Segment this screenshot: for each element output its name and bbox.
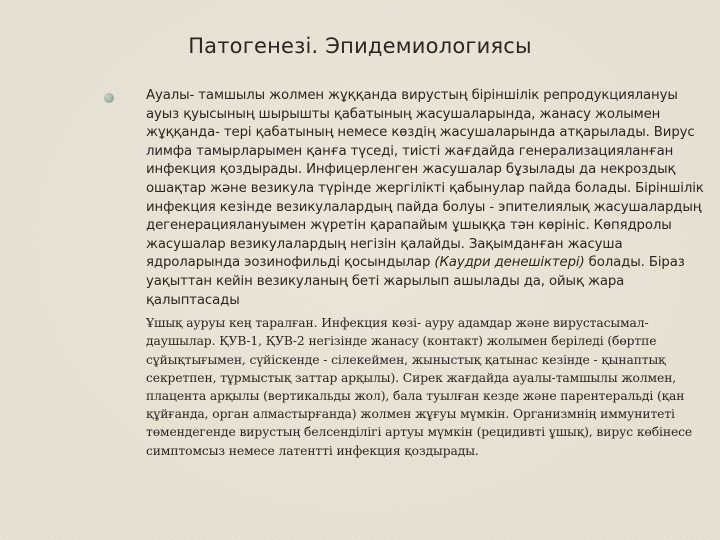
epidemiology-paragraph: Ұшық ауруы кең таралған. Инфекция көзі- ауру адамдар және вирустасымал- даушылар. ҚУВ-1, ҚУВ-2 негізінде жанасу (контакт) жолымен беріледі (бөртпе сұйықтығымен, сүйіскенде - сілекеймен, жыныстық қатынас кезінде - қынаптық секретпен, тұрмыстық заттар арқылы). Сирек жағдайда ауалы-тамшылы жолмен, плацента арқылы (вертикальды жол), бала туылған кезде және парентеральді (қан құйғанда, орган алмастырғанда) жолмен жұғуы мүмкін. Организмнің иммунитеті төмендегенде вирустың белсенділігі артуы мүмкін (рецидивті ұшық), вирус көбінесе симптомсыз немесе латентті инфекция қоздырады. bbox=[146, 316, 693, 458]
cowdry-bodies-term: (Каудри денешіктері) bbox=[434, 255, 585, 271]
slide-content bbox=[104, 87, 710, 460]
bullet-item bbox=[104, 87, 710, 310]
pathogenesis-text: Ауалы- тамшылы жолмен жұққанда вирустың біріншілік репродукциялануы ауыз қуысының шырышты қабатының жасушаларында, жанасу жолымен жұққанда- тері қабатының немесе көздің жасушаларында атқарылады. Вирус лимфа тамырларымен қанға түседі, тиісті жағдайда генерализацияланған инфекция қоздырады. Инфицерленген жасушалар бұзылады да некроздық ошақтар және везикула түрінде жергілікті қабынулар пайда болады. Біріншілік инфекция кезінде везикулалардың пайда болуы - эпителиялық жасушалардың дегенерациялануымен жүретін қарапайым ұшыққа тән көрініс. Көпядролы жасушалар везикулалардың негізін қалайды. Зақымданған жасуша ядроларында эозинофильді қосындылар bbox=[146, 88, 704, 271]
slide-title: Патогенезі. Эпидемиологиясы bbox=[188, 34, 532, 58]
pathogenesis-paragraph bbox=[146, 87, 710, 310]
circle-bullet-icon bbox=[104, 93, 114, 103]
pathogenesis-text-end: болады. Біраз уақыттан кейін везикуланың беті жарылып ашылады да, ойық жара қалыптасады bbox=[146, 255, 685, 308]
